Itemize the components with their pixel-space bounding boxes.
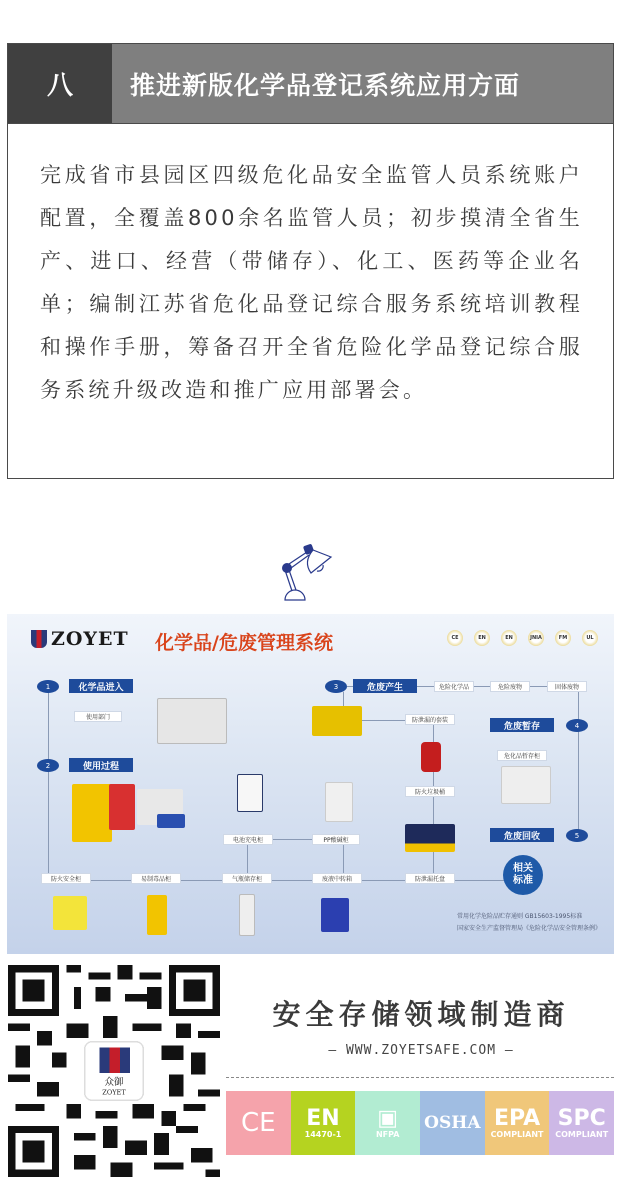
standards-badge: 相关 标准 (503, 855, 543, 895)
epa-badge: EPA COMPLIANT (485, 1091, 550, 1155)
certification-badges (226, 1091, 614, 1155)
desk-lamp-icon (277, 540, 343, 602)
cert-ce-icon: CE (447, 630, 463, 646)
standard-line-2: 国家安全生产监督管理局《危险化学品安全管理条例》 (457, 925, 602, 932)
cert-en-icon: EN (474, 630, 490, 646)
diagram-title: 化学品/危废管理系统 (155, 632, 333, 654)
tag-spill-kit: 防泄漏的套装 (405, 714, 455, 725)
step-1-badge: 1 (37, 680, 59, 693)
flammable-cabinet-image (147, 895, 167, 935)
en-badge: EN 14470-1 (291, 1091, 356, 1155)
blue-tray-image (157, 814, 185, 828)
flame-icon: ▣ (377, 1105, 399, 1131)
section-header (8, 44, 613, 124)
yellow-cabinet-image (72, 784, 112, 842)
storage-room-image (157, 698, 227, 744)
website-link[interactable]: — WWW.ZOYETSAFE.COM — (328, 1043, 514, 1058)
dashed-divider (226, 1077, 614, 1078)
tag-spill-tray: 防泄漏托盘 (405, 873, 455, 884)
cert-jnia-icon: JNIA (528, 630, 544, 646)
section-title: 推进新版化学品登记系统应用方面 (112, 44, 613, 123)
step-1-label: 化学品进入 (69, 679, 133, 693)
section-body: 完成省市县园区四级危化品安全监管人员系统账户配置，全覆盖800余名监管人员；初步摸清全省生产、进口、经营（带储存）、化工、医药等企业名单；编制江苏省危化品登记综合服务系统培训教程和操作手册，筹备召开全省危险化学品登记综合服务系统升级改造和推广应用部署会。 (40, 163, 583, 402)
fire-safety-cabinet-image (53, 896, 87, 930)
zoyet-logo (31, 628, 129, 650)
step-5-badge: 5 (566, 829, 588, 842)
step-4-label: 危废暂存 (490, 718, 554, 732)
red-cabinet-image (109, 784, 135, 830)
tag-fire-bin: 防火垃圾桶 (405, 786, 455, 797)
gas-cabinet-image (239, 894, 255, 936)
tag-fire-cab: 防火安全柜 (41, 873, 91, 884)
spill-tray-image (405, 824, 455, 852)
tag-transfer-box: 废液中转箱 (312, 873, 362, 884)
cert-fm-icon: FM (555, 630, 571, 646)
spill-kit-image (312, 706, 362, 736)
management-system-diagram (7, 614, 614, 954)
cert-icons (447, 630, 598, 646)
tag-use-dept: 使用部门 (74, 711, 122, 722)
tag-storage-cab: 危化品暂存柜 (497, 750, 547, 761)
step-5-label: 危废回收 (490, 828, 554, 842)
tag-solid-waste: 固体废物 (547, 681, 587, 692)
standard-line-1: 常用化学危险品贮存通则 GB15603-1995标准 (457, 913, 583, 920)
osha-badge: OSHA (420, 1091, 485, 1155)
fire-bin-image (421, 742, 441, 772)
tag-waste-chem: 危险化学品 (434, 681, 474, 692)
section-card (7, 43, 614, 479)
qr-code[interactable] (8, 965, 220, 1177)
step-3-label: 危废产生 (353, 679, 417, 693)
tag-gas-cab: 气瓶储存柜 (222, 873, 272, 884)
step-2-label: 使用过程 (69, 758, 133, 772)
slogan: 安全存储领域制造商 (272, 998, 570, 1031)
shield-logo-icon (31, 630, 47, 648)
step-4-badge: 4 (566, 719, 588, 732)
tag-battery-cab: 电池充电柜 (223, 834, 273, 845)
pp-cabinet-image (325, 782, 353, 822)
ce-badge: CE (226, 1091, 291, 1155)
spc-badge: SPC COMPLIANT (549, 1091, 614, 1155)
step-2-badge: 2 (37, 759, 59, 772)
section-number: 八 (8, 44, 112, 123)
transfer-box-image (321, 898, 349, 932)
svg-text:众御: 众御 (104, 1076, 124, 1088)
tag-pp-cab: PP酸碱柜 (312, 834, 360, 845)
brand-name: ZOYET (51, 628, 129, 650)
tag-flammable-cab: 易制毒品柜 (131, 873, 181, 884)
storage-cabinet-image (501, 766, 551, 804)
nfpa-badge: ▣ NFPA (355, 1091, 420, 1155)
cert-ul-icon: UL (582, 630, 598, 646)
step-3-badge: 3 (325, 680, 347, 693)
cert-en-icon: EN (501, 630, 517, 646)
battery-cabinet-image (237, 774, 263, 812)
svg-text:ZOYET (102, 1088, 126, 1096)
tag-waste-item: 危险废物 (490, 681, 530, 692)
